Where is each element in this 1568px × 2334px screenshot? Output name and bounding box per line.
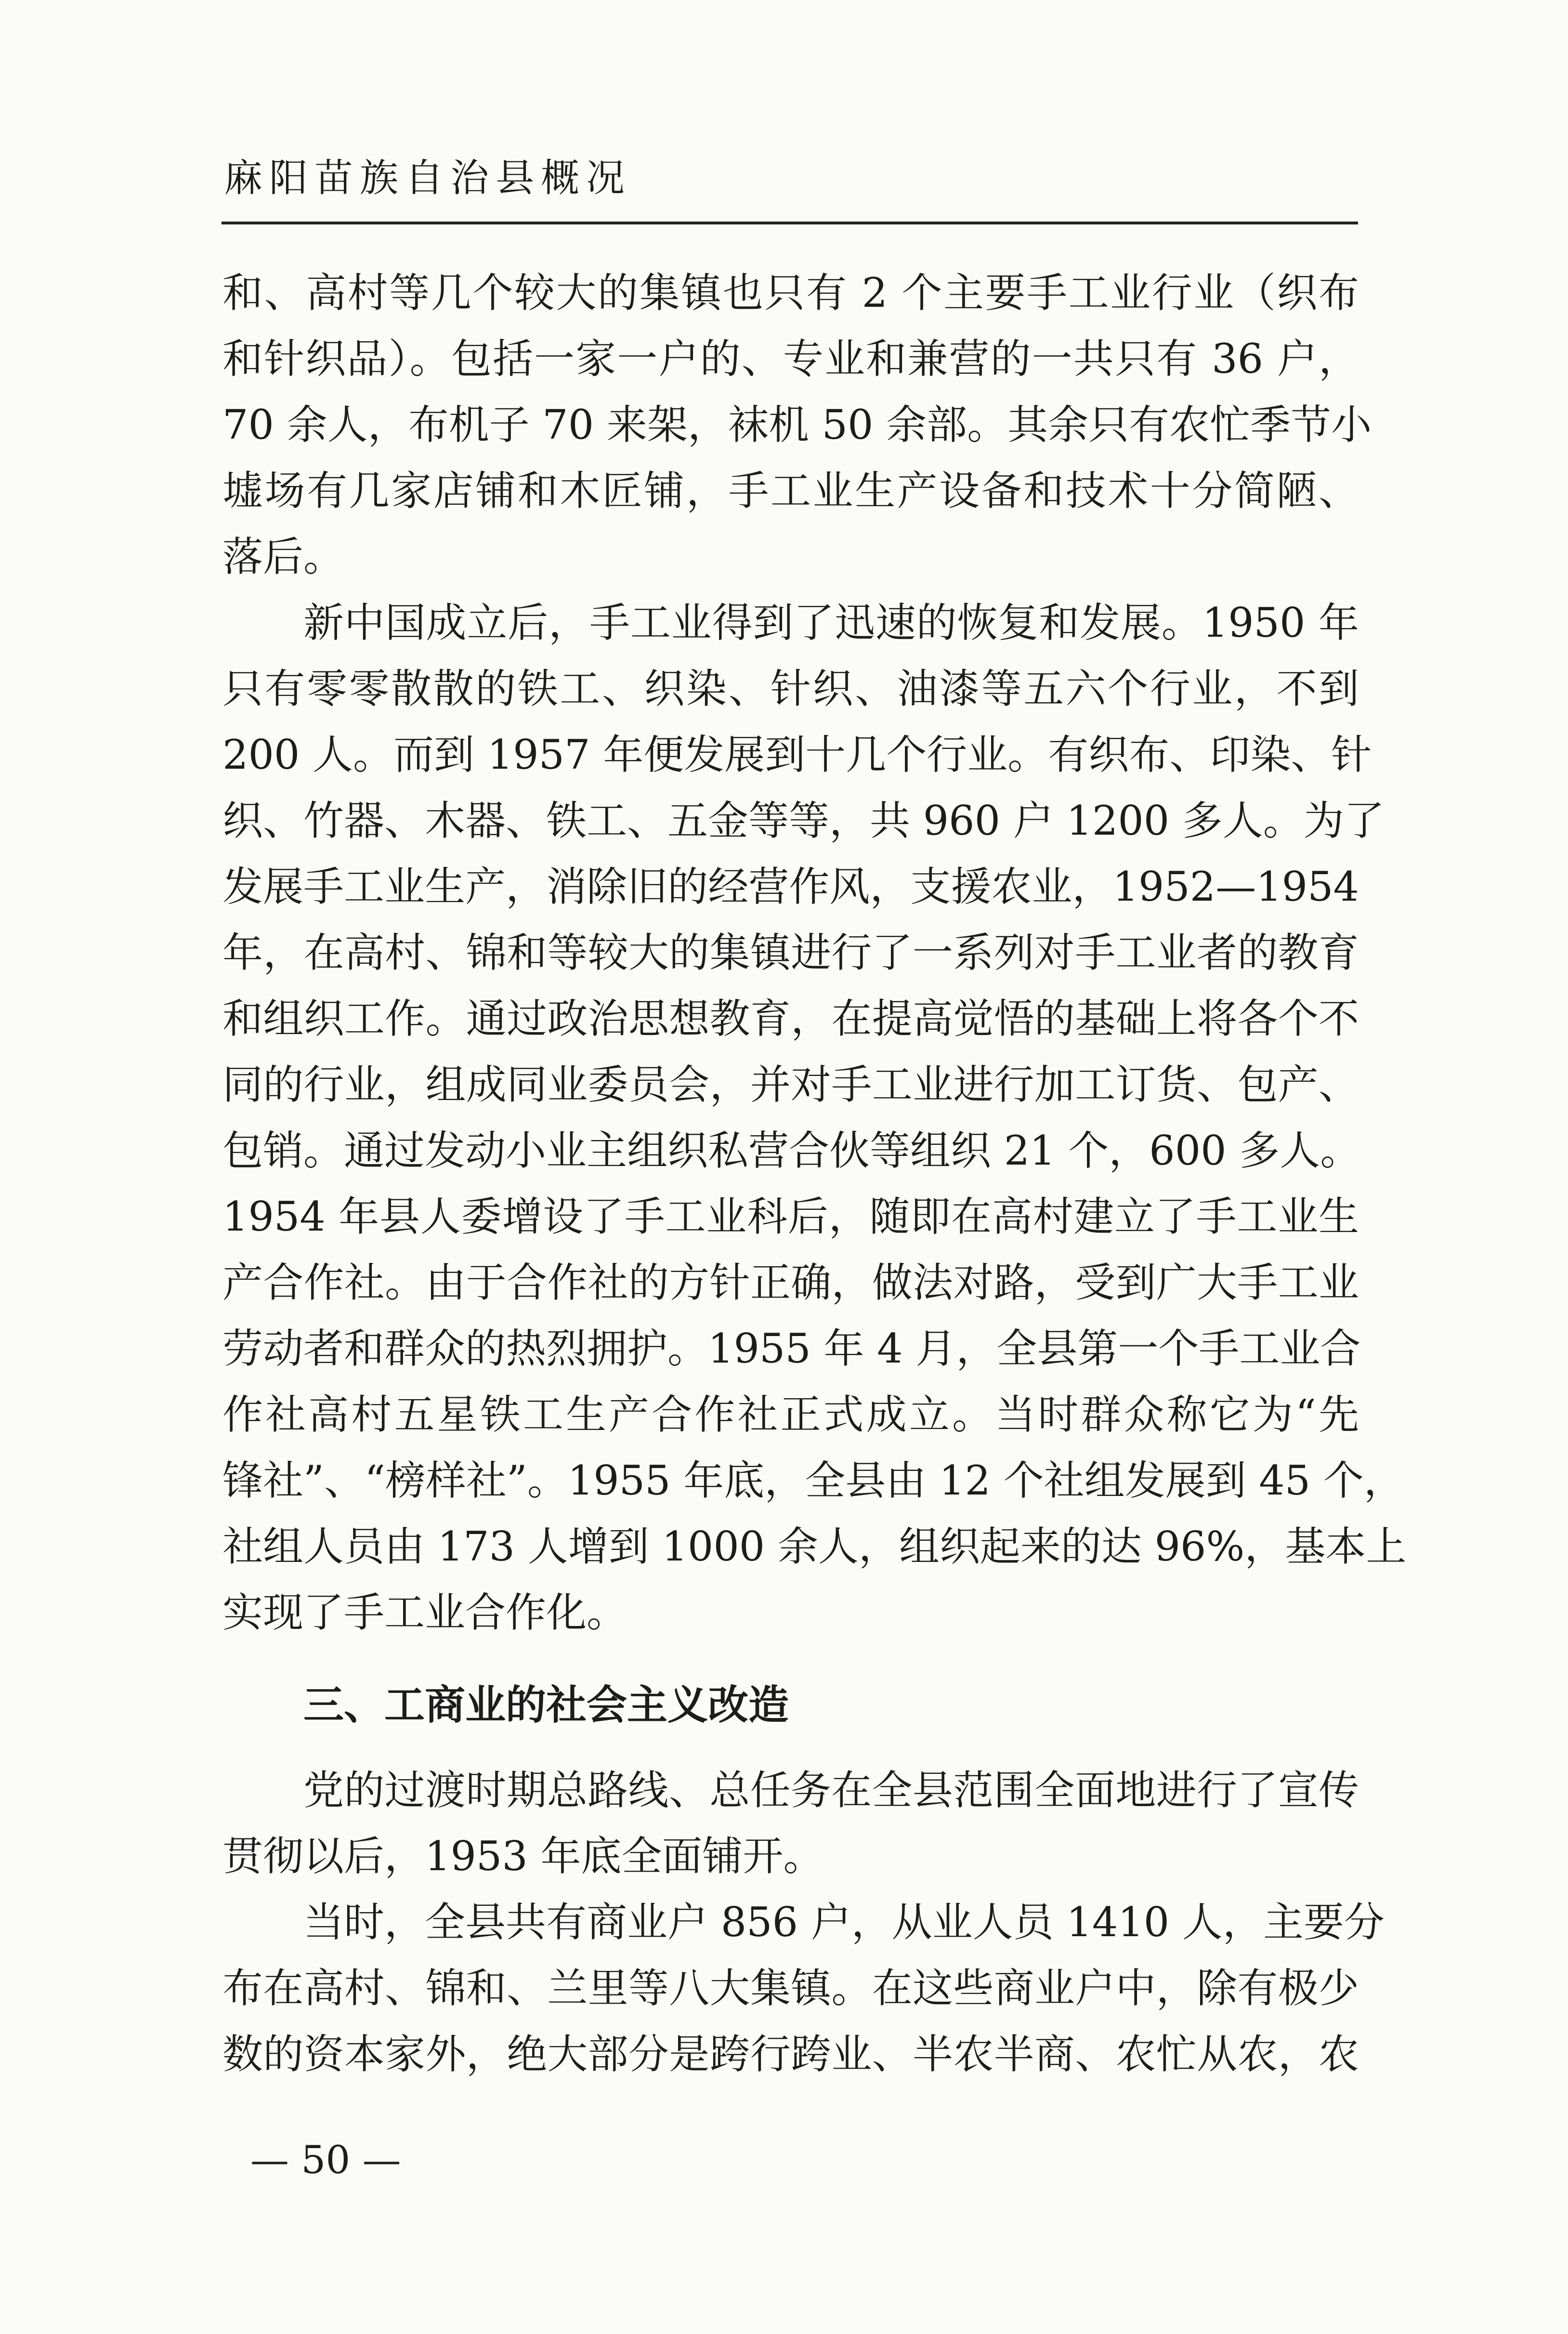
text-line: 70 余人，布机子 70 来架，袜机 50 余部。其余只有农忙季节小 — [222, 401, 1372, 448]
text-line: 作社高村五星铁工生产合作社正式成立。当时群众称它为“先 — [222, 1391, 1359, 1438]
text-line: 数的资本家外，绝大部分是跨行跨业、半农半商、农忙从农，农 — [222, 2031, 1359, 2078]
text-line: 和针织品）。包括一家一户的、专业和兼营的一共只有 36 户， — [222, 335, 1359, 382]
text-line: 和、高村等几个较大的集镇也只有 2 个主要手工业行业（织布 — [222, 269, 1359, 316]
paragraph — [222, 1889, 1385, 2087]
text-line: 实现了手工业合作化。 — [222, 1589, 627, 1636]
text-line: 墟场有几家店铺和木匠铺，手工业生产设备和技术十分简陋、 — [222, 467, 1359, 514]
text-line: 织、竹器、木器、铁工、五金等等，共 960 户 1200 多人。为了 — [222, 797, 1385, 844]
paragraph — [222, 590, 1407, 1646]
text-line: 同的行业，组成同业委员会，并对手工业进行加工订货、包产、 — [222, 1061, 1359, 1108]
text-line: 200 人。而到 1957 年便发展到十几个行业。有织布、印染、针 — [222, 731, 1372, 778]
text-line: 发展手工业生产，消除旧的经营作风，支援农业，1952—1954 — [222, 863, 1359, 910]
text-line: 年，在高村、锦和等较大的集镇进行了一系列对手工业者的教育 — [222, 929, 1359, 976]
paragraph — [222, 260, 1372, 590]
text-line: 贯彻以后，1953 年底全面铺开。 — [222, 1833, 824, 1880]
text-line: 锋社”、“榜样社”。1955 年底，全县由 12 个社组发展到 45 个， — [222, 1457, 1404, 1504]
text-line: 包销。通过发动小业主组织私营合伙等组织 21 个，600 多人。 — [222, 1127, 1361, 1174]
text-line: 1954 年县人委增设了手工业科后，随即在高村建立了手工业生 — [222, 1193, 1359, 1240]
section-heading: 三、工商业的社会主义改造 — [303, 1681, 789, 1729]
running-header: 麻阳苗族自治县概况 — [224, 156, 631, 200]
text-line: 只有零零散散的铁工、织染、针织、油漆等五六个行业，不到 — [222, 665, 1359, 712]
text-line: 产合作社。由于合作社的方针正确，做法对路，受到广大手工业 — [222, 1259, 1359, 1306]
text-line: 新中国成立后，手工业得到了迅速的恢复和发展。1950 年 — [303, 599, 1359, 646]
body-text — [222, 260, 1407, 2087]
text-line: 布在高村、锦和、兰里等八大集镇。在这些商业户中，除有极少 — [222, 1965, 1359, 2012]
text-line: 落后。 — [222, 533, 344, 580]
text-line: 社组人员由 173 人增到 1000 余人，组织起来的达 96%，基本上 — [222, 1523, 1407, 1570]
page-number: — 50 — — [250, 2137, 401, 2182]
text-line: 劳动者和群众的热烈拥护。1955 年 4 月，全县第一个手工业合 — [222, 1325, 1361, 1372]
text-line: 党的过渡时期总路线、总任务在全县范围全面地进行了宣传 — [303, 1767, 1359, 1814]
header-rule — [222, 222, 1358, 224]
text-line: 和组织工作。通过政治思想教育，在提高觉悟的基础上将各个不 — [222, 995, 1359, 1042]
text-line: 当时，全县共有商业户 856 户，从业人员 1410 人，主要分 — [303, 1899, 1385, 1946]
paragraph — [222, 1757, 1359, 1889]
